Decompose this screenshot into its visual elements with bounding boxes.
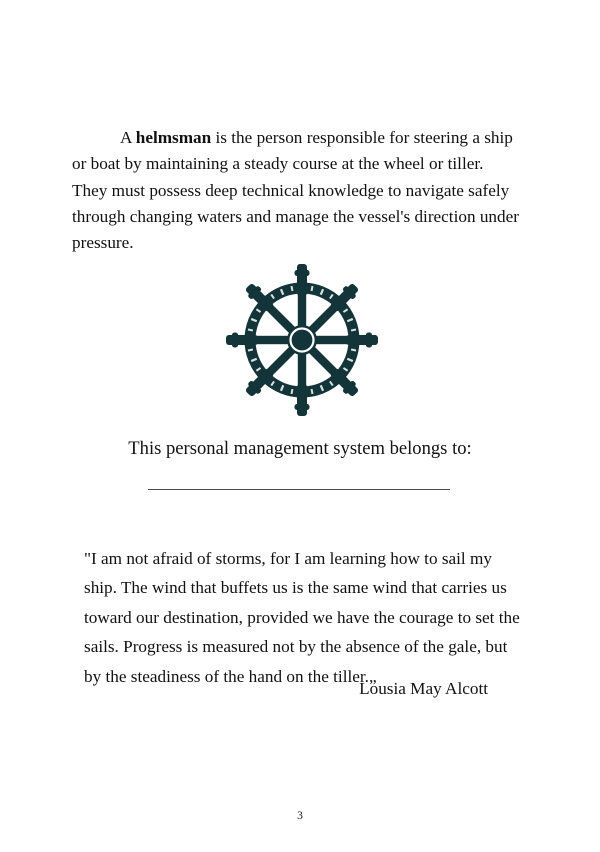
- intro-paragraph: [72, 125, 520, 256]
- quotation-attribution: Lousia May Alcott: [359, 679, 488, 698]
- intro-term-helmsman: helmsman: [135, 128, 212, 148]
- ship-wheel-illustration: [222, 262, 382, 418]
- quotation-text: "I am not afraid of storms, for I am learning how to sail my ship. The wind that buffets us is the same wind that carries us toward our destination, provided we have the courage to set the sails. Progress is measured not by the absence of the gale, but by the steadiness of the hand on the tiller.„: [84, 549, 520, 686]
- intro-body: is the person responsible for steering a ship or boat by maintaining a steady course at the wheel or tiller. They must possess deep technical knowledge to navigate safely through changing waters and manage the vessel's direction under pressure.: [72, 128, 519, 252]
- page-number: 3: [297, 810, 303, 822]
- ownership-prompt: This personal management system belongs to:: [128, 438, 472, 459]
- intro-lead-in: A: [120, 128, 136, 148]
- owner-signature-line[interactable]: [148, 489, 450, 490]
- wheel-hub-center: [296, 334, 308, 346]
